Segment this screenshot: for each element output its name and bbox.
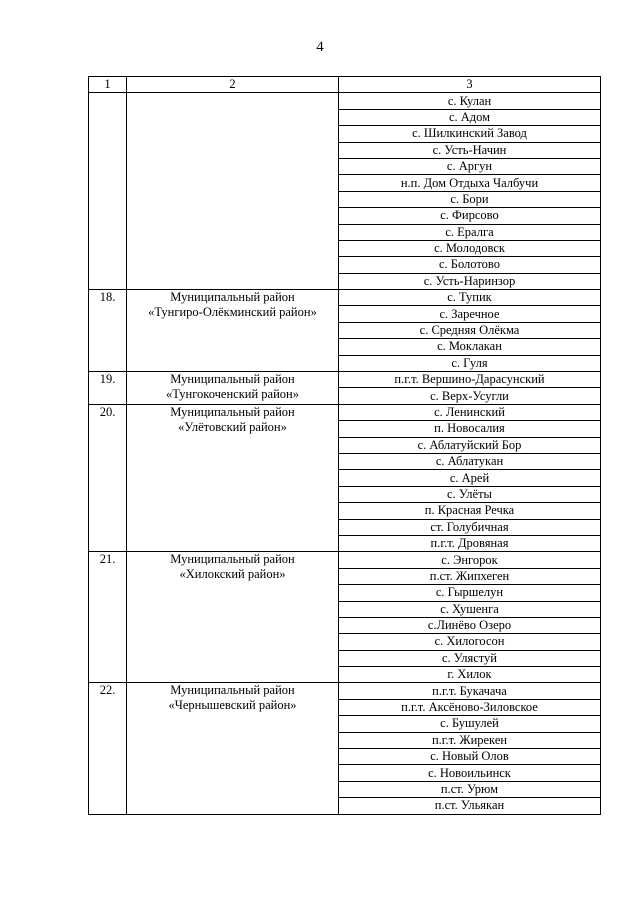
- settlement-name: с. Заречное: [339, 306, 601, 322]
- settlement-name: п.г.т. Дровяная: [339, 535, 601, 551]
- district-number: 20.: [89, 404, 127, 552]
- settlement-name: н.п. Дом Отдыха Чалбучи: [339, 175, 601, 191]
- district-name-line: Муниципальный район: [170, 683, 295, 698]
- table-header-row: [89, 77, 601, 93]
- settlement-name: п.г.т. Жирекен: [339, 732, 601, 748]
- table-row: [89, 372, 601, 388]
- settlement-name: п.г.т. Аксёново-Зиловское: [339, 699, 601, 715]
- district-number: 22.: [89, 683, 127, 814]
- district-number: 21.: [89, 552, 127, 683]
- district-name: [127, 290, 339, 372]
- settlement-name: с. Молодовск: [339, 240, 601, 256]
- settlement-name: с. Энгорок: [339, 552, 601, 568]
- district-name: [127, 372, 339, 405]
- district-name-line: «Чернышевский район»: [168, 698, 297, 713]
- settlement-name: п.ст. Урюм: [339, 781, 601, 797]
- settlement-name: с. Ералга: [339, 224, 601, 240]
- settlement-name: с. Гыршелун: [339, 585, 601, 601]
- table-row: [89, 290, 601, 306]
- settlement-name: п.ст. Ульякан: [339, 798, 601, 814]
- settlement-name: п.ст. Жипхеген: [339, 568, 601, 584]
- district-name-line: Муниципальный район: [170, 290, 295, 305]
- settlement-name: с. Адом: [339, 109, 601, 125]
- settlement-name: ст. Голубичная: [339, 519, 601, 535]
- district-name: [127, 552, 339, 683]
- district-number: 18.: [89, 290, 127, 372]
- district-number: 19.: [89, 372, 127, 405]
- table-row: [89, 552, 601, 568]
- settlement-name: с. Улястуй: [339, 650, 601, 666]
- settlement-name: с. Арей: [339, 470, 601, 486]
- column-header-district: 2: [127, 77, 339, 93]
- settlement-name: п.г.т. Вершино-Дарасунский: [339, 372, 601, 388]
- settlement-name: с. Моклакан: [339, 339, 601, 355]
- settlement-name: с. Шилкинский Завод: [339, 126, 601, 142]
- district-name: [127, 404, 339, 552]
- district-name-line: «Улётовский район»: [178, 419, 287, 434]
- district-number: [89, 93, 127, 290]
- settlement-name: с. Усть-Начин: [339, 142, 601, 158]
- district-name-line: «Тунгокоченский район»: [166, 387, 299, 402]
- district-name-line: «Хилокский район»: [179, 567, 286, 582]
- settlement-name: с. Бори: [339, 191, 601, 207]
- district-name: [127, 683, 339, 814]
- settlement-name: с. Усть-Наринзор: [339, 273, 601, 289]
- settlement-name: с. Бушулей: [339, 716, 601, 732]
- district-name-line: Муниципальный район: [170, 372, 295, 387]
- settlement-name: с. Новый Олов: [339, 749, 601, 765]
- settlement-name: с. Аргун: [339, 158, 601, 174]
- settlement-name: с. Улёты: [339, 486, 601, 502]
- settlement-name: с. Аблатуйский Бор: [339, 437, 601, 453]
- table-row: [89, 683, 601, 699]
- settlement-name: п. Красная Речка: [339, 503, 601, 519]
- settlement-name: с. Средняя Олёкма: [339, 322, 601, 338]
- settlement-name: п. Новосалия: [339, 421, 601, 437]
- settlements-table: [88, 76, 601, 815]
- district-name-line: Муниципальный район: [170, 404, 295, 419]
- settlement-name: с. Ленинский: [339, 404, 601, 420]
- settlement-name: с. Кулан: [339, 93, 601, 109]
- settlement-name: с. Фирсово: [339, 208, 601, 224]
- table-row: [89, 93, 601, 109]
- table-row: [89, 404, 601, 420]
- settlement-name: с. Новоильинск: [339, 765, 601, 781]
- settlement-name: с. Гуля: [339, 355, 601, 371]
- settlement-name: с. Болотово: [339, 257, 601, 273]
- settlement-name: с. Верх-Усугли: [339, 388, 601, 404]
- district-name-line: «Тунгиро-Олёкминский район»: [148, 305, 317, 320]
- column-header-number: 1: [89, 77, 127, 93]
- settlement-name: г. Хилок: [339, 667, 601, 683]
- column-header-settlement: 3: [339, 77, 601, 93]
- district-name: [127, 93, 339, 290]
- settlement-name: с. Аблатукан: [339, 453, 601, 469]
- page-number: 4: [316, 39, 324, 55]
- settlement-name: п.г.т. Букачача: [339, 683, 601, 699]
- settlement-name: с. Хушенга: [339, 601, 601, 617]
- settlement-name: с.Линёво Озеро: [339, 617, 601, 633]
- district-name-line: Муниципальный район: [170, 552, 295, 567]
- settlement-name: с. Хилогосон: [339, 634, 601, 650]
- settlement-name: с. Тупик: [339, 290, 601, 306]
- table-body: [89, 93, 601, 814]
